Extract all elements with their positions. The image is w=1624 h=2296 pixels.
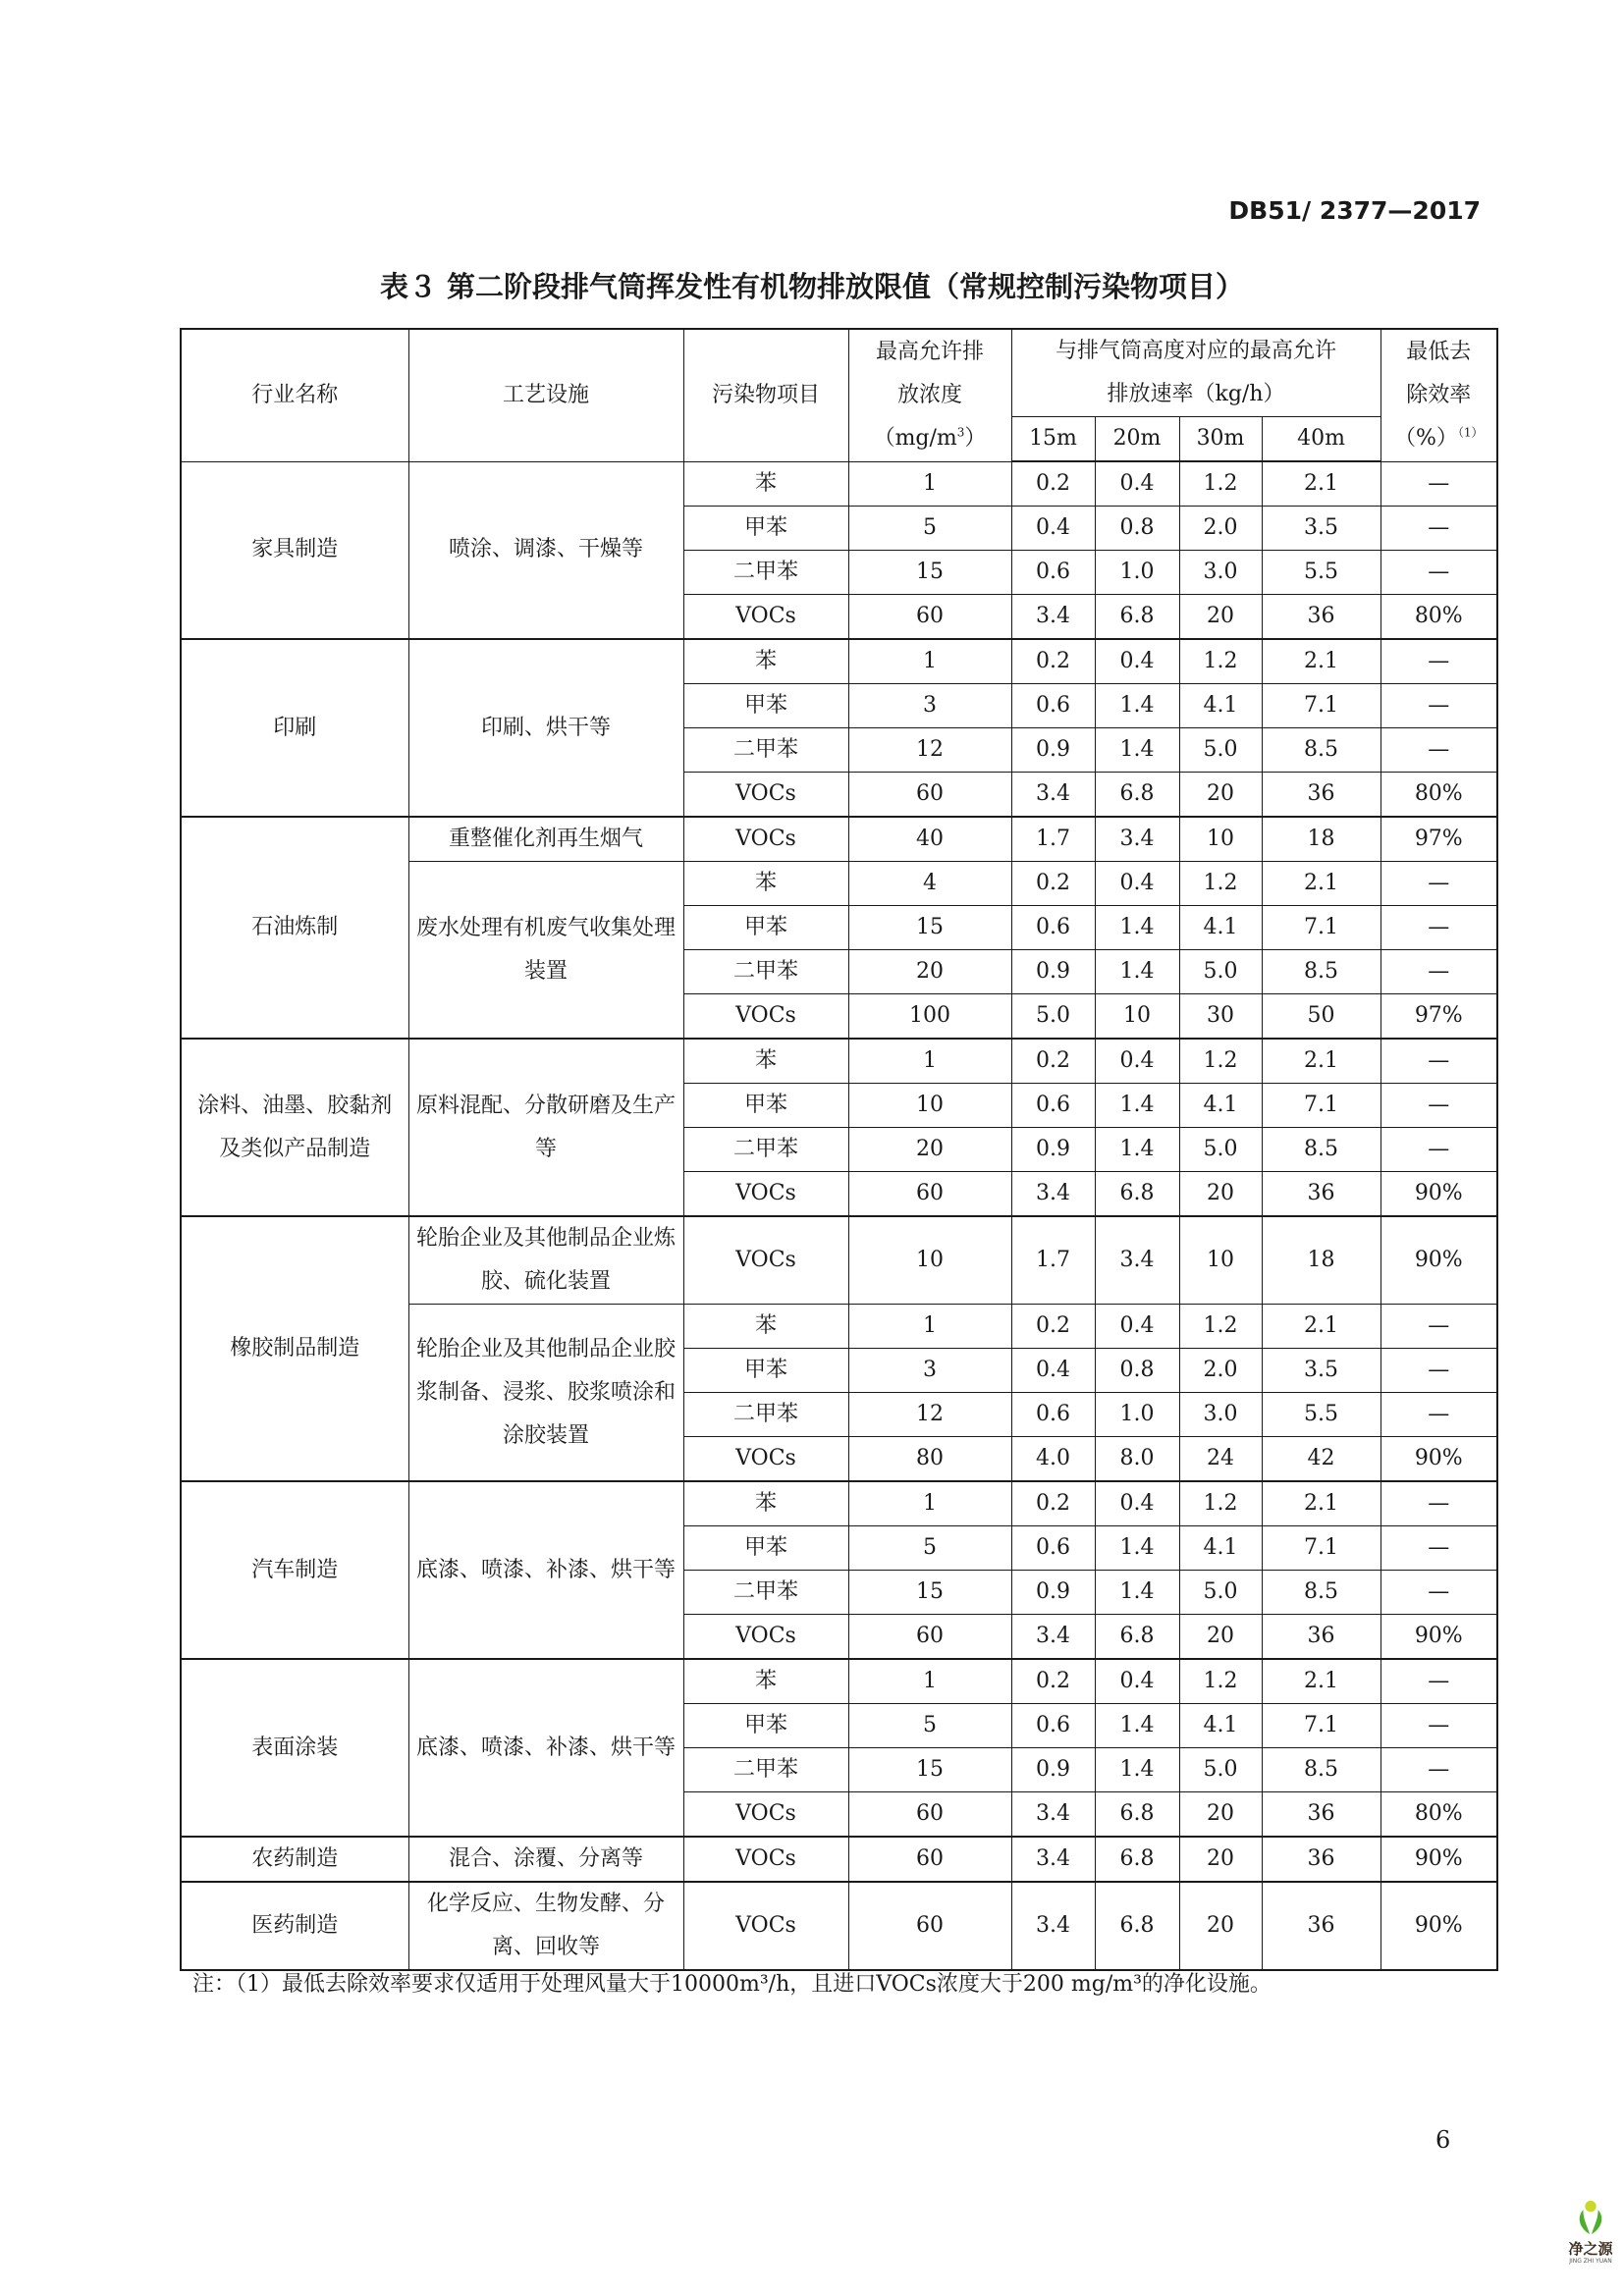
rate-30m-cell: 20 [1179, 595, 1262, 640]
rate-30m-cell: 1.2 [1179, 1481, 1262, 1526]
rate-15m-cell: 5.0 [1011, 994, 1095, 1040]
rate-30m-cell: 24 [1179, 1437, 1262, 1482]
industry-cell: 医药制造 [181, 1882, 408, 1970]
concentration-cell: 1 [848, 1481, 1011, 1526]
rate-40m-cell: 18 [1262, 1216, 1380, 1305]
efficiency-cell: — [1380, 1704, 1497, 1748]
rate-line2: 排放速率（kg/h） [1107, 382, 1285, 406]
industry-cell: 家具制造 [181, 461, 408, 639]
rate-30m-cell: 10 [1179, 1216, 1262, 1305]
concentration-cell: 20 [848, 1128, 1011, 1172]
rate-20m-cell: 0.4 [1095, 862, 1179, 906]
col-header-15m: 15m [1011, 417, 1095, 462]
concentration-cell: 3 [848, 1349, 1011, 1393]
efficiency-cell: — [1380, 684, 1497, 728]
rate-15m-cell: 0.6 [1011, 684, 1095, 728]
rate-40m-cell: 36 [1262, 1792, 1380, 1838]
rate-20m-cell: 3.4 [1095, 1216, 1179, 1305]
rate-40m-cell: 5.5 [1262, 551, 1380, 595]
col-header-20m: 20m [1095, 417, 1179, 462]
rate-40m-cell: 50 [1262, 994, 1380, 1040]
rate-40m-cell: 42 [1262, 1437, 1380, 1482]
pollutant-cell: 甲苯 [683, 507, 848, 551]
rate-30m-cell: 4.1 [1179, 1526, 1262, 1571]
rate-30m-cell: 1.2 [1179, 639, 1262, 684]
concentration-cell: 1 [848, 1305, 1011, 1349]
efficiency-cell: 80% [1380, 773, 1497, 818]
rate-20m-cell: 1.4 [1095, 1704, 1179, 1748]
rate-20m-cell: 6.8 [1095, 1882, 1179, 1970]
concentration-cell: 1 [848, 1039, 1011, 1084]
rate-40m-cell: 7.1 [1262, 906, 1380, 950]
col-header-rate [1011, 329, 1380, 417]
conc-line1: 最高允许排 [875, 339, 984, 364]
rate-30m-cell: 20 [1179, 1837, 1262, 1882]
rate-40m-cell: 2.1 [1262, 639, 1380, 684]
concentration-cell: 10 [848, 1084, 1011, 1128]
efficiency-cell: — [1380, 1526, 1497, 1571]
rate-40m-cell: 7.1 [1262, 1526, 1380, 1571]
table-row [181, 817, 1497, 862]
rate-20m-cell: 3.4 [1095, 817, 1179, 862]
table-row [181, 1659, 1497, 1704]
rate-40m-cell: 2.1 [1262, 1305, 1380, 1349]
rate-30m-cell: 20 [1179, 1615, 1262, 1660]
rate-15m-cell: 1.7 [1011, 1216, 1095, 1305]
rate-20m-cell: 1.4 [1095, 684, 1179, 728]
concentration-cell: 15 [848, 1748, 1011, 1792]
rate-20m-cell: 0.8 [1095, 1349, 1179, 1393]
rate-15m-cell: 0.4 [1011, 507, 1095, 551]
pollutant-cell: 甲苯 [683, 1526, 848, 1571]
rate-30m-cell: 20 [1179, 1882, 1262, 1970]
rate-30m-cell: 4.1 [1179, 906, 1262, 950]
rate-40m-cell: 36 [1262, 1882, 1380, 1970]
rate-line1: 与排气筒高度对应的最高允许 [1056, 339, 1337, 363]
rate-20m-cell: 1.4 [1095, 728, 1179, 773]
rate-15m-cell: 0.2 [1011, 1305, 1095, 1349]
rate-40m-cell: 7.1 [1262, 684, 1380, 728]
industry-cell: 农药制造 [181, 1837, 408, 1882]
efficiency-cell: — [1380, 1748, 1497, 1792]
pollutant-cell: 二甲苯 [683, 1748, 848, 1792]
concentration-cell: 60 [848, 595, 1011, 640]
efficiency-cell: — [1380, 1393, 1497, 1437]
rate-20m-cell: 1.4 [1095, 906, 1179, 950]
rate-40m-cell: 2.1 [1262, 1481, 1380, 1526]
concentration-cell: 4 [848, 862, 1011, 906]
rate-30m-cell: 20 [1179, 1172, 1262, 1217]
rate-20m-cell: 0.4 [1095, 1481, 1179, 1526]
rate-30m-cell: 2.0 [1179, 1349, 1262, 1393]
concentration-cell: 3 [848, 684, 1011, 728]
pollutant-cell: 二甲苯 [683, 1393, 848, 1437]
rate-15m-cell: 4.0 [1011, 1437, 1095, 1482]
pollutant-cell: 二甲苯 [683, 1128, 848, 1172]
process-cell: 轮胎企业及其他制品企业胶浆制备、浸浆、胶浆喷涂和涂胶装置 [408, 1305, 683, 1482]
rate-15m-cell: 3.4 [1011, 1882, 1095, 1970]
efficiency-cell: 90% [1380, 1437, 1497, 1482]
efficiency-cell: 80% [1380, 1792, 1497, 1838]
pollutant-cell: VOCs [683, 1792, 848, 1838]
rate-40m-cell: 3.5 [1262, 1349, 1380, 1393]
rate-30m-cell: 4.1 [1179, 684, 1262, 728]
rate-20m-cell: 0.4 [1095, 1305, 1179, 1349]
efficiency-cell: — [1380, 461, 1497, 507]
logo-name: 净之源 [1568, 2240, 1613, 2258]
rate-30m-cell: 1.2 [1179, 1039, 1262, 1084]
pollutant-cell: 苯 [683, 1481, 848, 1526]
efficiency-cell: — [1380, 1349, 1497, 1393]
pollutant-cell: VOCs [683, 1172, 848, 1217]
process-cell: 废水处理有机废气收集处理装置 [408, 862, 683, 1040]
rate-20m-cell: 0.4 [1095, 461, 1179, 507]
rate-40m-cell: 36 [1262, 773, 1380, 818]
rate-15m-cell: 3.4 [1011, 1172, 1095, 1217]
industry-cell: 石油炼制 [181, 817, 408, 1039]
table-row [181, 1837, 1497, 1882]
process-cell: 底漆、喷漆、补漆、烘干等 [408, 1481, 683, 1659]
process-cell: 底漆、喷漆、补漆、烘干等 [408, 1659, 683, 1837]
concentration-cell: 60 [848, 1615, 1011, 1660]
conc-unit: $(mg/m^3)$ [873, 425, 987, 451]
pollutant-cell: 苯 [683, 1039, 848, 1084]
rate-15m-cell: 3.4 [1011, 773, 1095, 818]
concentration-cell: 1 [848, 1659, 1011, 1704]
rate-30m-cell: 1.2 [1179, 862, 1262, 906]
efficiency-cell: — [1380, 862, 1497, 906]
rate-30m-cell: 5.0 [1179, 1748, 1262, 1792]
efficiency-cell: 97% [1380, 817, 1497, 862]
concentration-cell: 20 [848, 950, 1011, 994]
col-header-concentration [848, 329, 1011, 461]
pollutant-cell: 二甲苯 [683, 950, 848, 994]
pollutant-cell: 二甲苯 [683, 551, 848, 595]
concentration-cell: 15 [848, 551, 1011, 595]
table-row [181, 461, 1497, 507]
industry-cell: 涂料、油墨、胶黏剂及类似产品制造 [181, 1039, 408, 1216]
rate-40m-cell: 2.1 [1262, 862, 1380, 906]
efficiency-cell: — [1380, 1305, 1497, 1349]
rate-30m-cell: 3.0 [1179, 551, 1262, 595]
rate-30m-cell: 2.0 [1179, 507, 1262, 551]
rate-20m-cell: 0.4 [1095, 639, 1179, 684]
pollutant-cell: VOCs [683, 1437, 848, 1482]
rate-15m-cell: 0.9 [1011, 1748, 1095, 1792]
rate-30m-cell: 1.2 [1179, 1659, 1262, 1704]
pollutant-cell: VOCs [683, 817, 848, 862]
pollutant-cell: 甲苯 [683, 1084, 848, 1128]
concentration-cell: 15 [848, 1571, 1011, 1615]
emission-limits-table [180, 328, 1498, 1971]
conc-line2: 放浓度 [896, 382, 962, 407]
pollutant-cell: 二甲苯 [683, 728, 848, 773]
concentration-cell: 12 [848, 728, 1011, 773]
rate-20m-cell: 10 [1095, 994, 1179, 1040]
rate-20m-cell: 1.4 [1095, 1526, 1179, 1571]
table-title: 表３ 第二阶段排气筒挥发性有机物排放限值（常规控制污染物项目） [379, 270, 1245, 303]
rate-30m-cell: 5.0 [1179, 950, 1262, 994]
industry-cell: 橡胶制品制造 [181, 1216, 408, 1481]
eff-line1: 最低去 [1406, 339, 1472, 364]
pollutant-cell: 甲苯 [683, 1349, 848, 1393]
rate-30m-cell: 1.2 [1179, 1305, 1262, 1349]
rate-40m-cell: 36 [1262, 1837, 1380, 1882]
pollutant-cell: VOCs [683, 994, 848, 1040]
process-cell: 轮胎企业及其他制品企业炼胶、硫化装置 [408, 1216, 683, 1305]
rate-20m-cell: 6.8 [1095, 1172, 1179, 1217]
concentration-cell: 5 [848, 1526, 1011, 1571]
page-number: 6 [1435, 2126, 1451, 2154]
process-cell: 印刷、烘干等 [408, 639, 683, 817]
pollutant-cell: VOCs [683, 595, 848, 640]
rate-30m-cell: 10 [1179, 817, 1262, 862]
rate-15m-cell: 3.4 [1011, 1792, 1095, 1838]
concentration-cell: 1 [848, 461, 1011, 507]
industry-cell: 表面涂装 [181, 1659, 408, 1837]
rate-40m-cell: 36 [1262, 1172, 1380, 1217]
efficiency-cell: 90% [1380, 1172, 1497, 1217]
rate-20m-cell: 8.0 [1095, 1437, 1179, 1482]
rate-30m-cell: 1.2 [1179, 461, 1262, 507]
rate-15m-cell: 0.2 [1011, 1659, 1095, 1704]
brand-logo [1561, 2199, 1620, 2277]
rate-20m-cell: 1.0 [1095, 551, 1179, 595]
efficiency-cell: 97% [1380, 994, 1497, 1040]
efficiency-cell: — [1380, 906, 1497, 950]
pollutant-cell: 甲苯 [683, 1704, 848, 1748]
rate-15m-cell: 0.2 [1011, 1481, 1095, 1526]
industry-cell: 印刷 [181, 639, 408, 817]
rate-15m-cell: 3.4 [1011, 1837, 1095, 1882]
concentration-cell: 60 [848, 1792, 1011, 1838]
rate-30m-cell: 20 [1179, 1792, 1262, 1838]
rate-30m-cell: 5.0 [1179, 1571, 1262, 1615]
efficiency-cell: — [1380, 1481, 1497, 1526]
pollutant-cell: 苯 [683, 1305, 848, 1349]
rate-40m-cell: 36 [1262, 1615, 1380, 1660]
efficiency-cell: 90% [1380, 1615, 1497, 1660]
logo-subtitle: JING ZHI YUAN [1569, 2258, 1612, 2265]
rate-30m-cell: 20 [1179, 773, 1262, 818]
rate-40m-cell: 8.5 [1262, 1748, 1380, 1792]
rate-40m-cell: 7.1 [1262, 1084, 1380, 1128]
rate-20m-cell: 1.4 [1095, 1084, 1179, 1128]
pollutant-cell: 苯 [683, 461, 848, 507]
table-row [181, 639, 1497, 684]
pollutant-cell: 二甲苯 [683, 1571, 848, 1615]
pollutant-cell: VOCs [683, 1882, 848, 1970]
process-cell: 原料混配、分散研磨及生产等 [408, 1039, 683, 1216]
rate-20m-cell: 0.8 [1095, 507, 1179, 551]
efficiency-cell: — [1380, 507, 1497, 551]
process-cell: 混合、涂覆、分离等 [408, 1837, 683, 1882]
table-row [181, 1882, 1497, 1970]
concentration-cell: 12 [848, 1393, 1011, 1437]
efficiency-cell: 90% [1380, 1216, 1497, 1305]
rate-30m-cell: 5.0 [1179, 1128, 1262, 1172]
col-header-efficiency [1380, 329, 1497, 461]
efficiency-cell: 80% [1380, 595, 1497, 640]
rate-20m-cell: 1.4 [1095, 1571, 1179, 1615]
rate-15m-cell: 1.7 [1011, 817, 1095, 862]
rate-15m-cell: 0.6 [1011, 551, 1095, 595]
rate-40m-cell: 5.5 [1262, 1393, 1380, 1437]
efficiency-cell: 90% [1380, 1882, 1497, 1970]
eff-line3: （%）$^{(1)}$ [1393, 425, 1484, 451]
rate-20m-cell: 6.8 [1095, 1837, 1179, 1882]
rate-30m-cell: 4.1 [1179, 1704, 1262, 1748]
rate-15m-cell: 0.6 [1011, 1704, 1095, 1748]
col-header-process: 工艺设施 [408, 329, 683, 461]
rate-20m-cell: 1.0 [1095, 1393, 1179, 1437]
rate-40m-cell: 3.5 [1262, 507, 1380, 551]
industry-cell: 汽车制造 [181, 1481, 408, 1659]
concentration-cell: 5 [848, 507, 1011, 551]
rate-20m-cell: 6.8 [1095, 773, 1179, 818]
rate-40m-cell: 8.5 [1262, 1128, 1380, 1172]
rate-40m-cell: 36 [1262, 595, 1380, 640]
concentration-cell: 10 [848, 1216, 1011, 1305]
rate-40m-cell: 8.5 [1262, 950, 1380, 994]
efficiency-cell: — [1380, 1659, 1497, 1704]
rate-15m-cell: 0.6 [1011, 906, 1095, 950]
rate-15m-cell: 0.9 [1011, 1571, 1095, 1615]
rate-15m-cell: 0.4 [1011, 1349, 1095, 1393]
rate-40m-cell: 2.1 [1262, 1039, 1380, 1084]
pollutant-cell: 苯 [683, 1659, 848, 1704]
rate-15m-cell: 3.4 [1011, 595, 1095, 640]
rate-15m-cell: 0.9 [1011, 1128, 1095, 1172]
table-row [181, 1216, 1497, 1305]
concentration-cell: 1 [848, 639, 1011, 684]
rate-20m-cell: 6.8 [1095, 1615, 1179, 1660]
efficiency-cell: — [1380, 1039, 1497, 1084]
efficiency-cell: — [1380, 551, 1497, 595]
rate-15m-cell: 0.6 [1011, 1084, 1095, 1128]
pollutant-cell: 甲苯 [683, 906, 848, 950]
table-row [181, 1039, 1497, 1084]
rate-20m-cell: 6.8 [1095, 595, 1179, 640]
concentration-cell: 60 [848, 1882, 1011, 1970]
process-cell: 喷涂、调漆、干燥等 [408, 461, 683, 639]
eff-line2: 除效率 [1406, 382, 1472, 407]
rate-30m-cell: 3.0 [1179, 1393, 1262, 1437]
col-header-40m: 40m [1262, 417, 1380, 462]
rate-20m-cell: 1.4 [1095, 1748, 1179, 1792]
standard-number: DB51/ 2377—2017 [1228, 196, 1481, 225]
pollutant-cell: 甲苯 [683, 684, 848, 728]
rate-20m-cell: 6.8 [1095, 1792, 1179, 1838]
rate-20m-cell: 0.4 [1095, 1039, 1179, 1084]
efficiency-cell: — [1380, 728, 1497, 773]
concentration-cell: 60 [848, 1172, 1011, 1217]
rate-15m-cell: 0.2 [1011, 461, 1095, 507]
rate-15m-cell: 0.2 [1011, 862, 1095, 906]
rate-15m-cell: 0.9 [1011, 728, 1095, 773]
rate-30m-cell: 30 [1179, 994, 1262, 1040]
pollutant-cell: VOCs [683, 1837, 848, 1882]
concentration-cell: 15 [848, 906, 1011, 950]
rate-40m-cell: 8.5 [1262, 728, 1380, 773]
efficiency-cell: — [1380, 950, 1497, 994]
rate-20m-cell: 0.4 [1095, 1659, 1179, 1704]
rate-40m-cell: 8.5 [1262, 1571, 1380, 1615]
concentration-cell: 100 [848, 994, 1011, 1040]
rate-40m-cell: 18 [1262, 817, 1380, 862]
efficiency-cell: 90% [1380, 1837, 1497, 1882]
rate-15m-cell: 0.2 [1011, 639, 1095, 684]
rate-20m-cell: 1.4 [1095, 1128, 1179, 1172]
efficiency-cell: — [1380, 1571, 1497, 1615]
col-header-industry: 行业名称 [181, 329, 408, 461]
process-cell: 重整催化剂再生烟气 [408, 817, 683, 862]
pollutant-cell: 苯 [683, 639, 848, 684]
rate-15m-cell: 0.9 [1011, 950, 1095, 994]
rate-15m-cell: 3.4 [1011, 1615, 1095, 1660]
table-row [181, 1481, 1497, 1526]
rate-40m-cell: 7.1 [1262, 1704, 1380, 1748]
pollutant-cell: VOCs [683, 1216, 848, 1305]
col-header-30m: 30m [1179, 417, 1262, 462]
rate-30m-cell: 4.1 [1179, 1084, 1262, 1128]
concentration-cell: 5 [848, 1704, 1011, 1748]
concentration-cell: 40 [848, 817, 1011, 862]
efficiency-cell: — [1380, 1084, 1497, 1128]
col-header-pollutant: 污染物项目 [683, 329, 848, 461]
efficiency-cell: — [1380, 639, 1497, 684]
concentration-cell: 60 [848, 773, 1011, 818]
rate-15m-cell: 0.2 [1011, 1039, 1095, 1084]
pollutant-cell: VOCs [683, 773, 848, 818]
footnote: 注：（1）最低去除效率要求仅适用于处理风量大于10000m³/h，且进口VOCs浓度大于200 mg/m³的净化设施。 [192, 1972, 1272, 1997]
rate-15m-cell: 0.6 [1011, 1393, 1095, 1437]
rate-40m-cell: 2.1 [1262, 461, 1380, 507]
rate-15m-cell: 0.6 [1011, 1526, 1095, 1571]
rate-40m-cell: 2.1 [1262, 1659, 1380, 1704]
rate-30m-cell: 5.0 [1179, 728, 1262, 773]
pollutant-cell: 苯 [683, 862, 848, 906]
concentration-cell: 60 [848, 1837, 1011, 1882]
concentration-cell: 80 [848, 1437, 1011, 1482]
rate-20m-cell: 1.4 [1095, 950, 1179, 994]
pollutant-cell: VOCs [683, 1615, 848, 1660]
leaf-logo-icon [1572, 2199, 1609, 2236]
efficiency-cell: — [1380, 1128, 1497, 1172]
process-cell: 化学反应、生物发酵、分离、回收等 [408, 1882, 683, 1970]
